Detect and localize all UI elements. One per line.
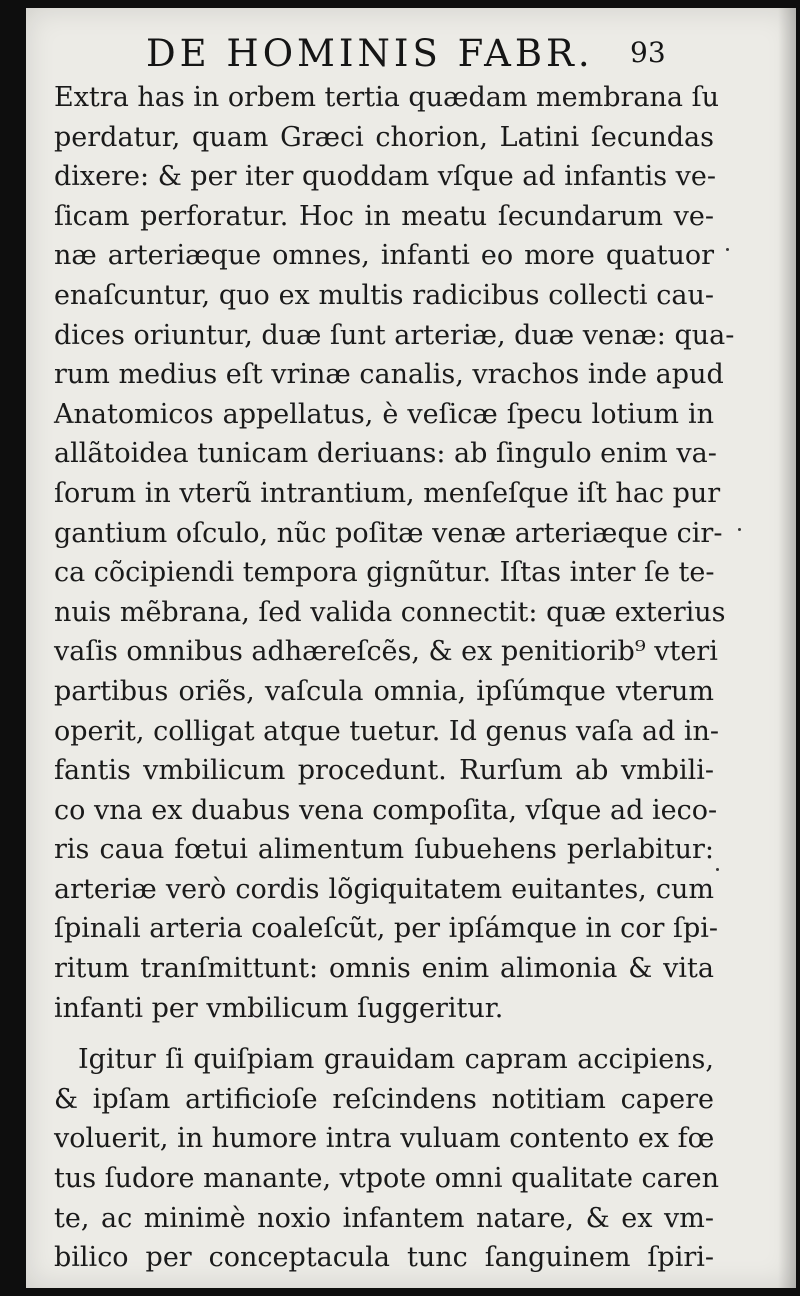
text-line: allãtoidea tunicam deriuans: ab ſingulo enim va- [54,438,717,470]
text-line: perdatur, quam Græci chorion, Latini ſecundas [54,121,714,153]
running-head: DE HOMINIS FABR. [146,32,594,75]
text-line: bilico per conceptacula tunc ſanguinem ſpiri- [54,1242,714,1274]
page-edge-shadow [778,8,796,1288]
text-line: fantis vmbilicum procedunt. Rurſum ab vmbili- [54,755,714,787]
text-line: gantium oſculo, nũc poſitæ venæ arteriæque cir- [54,517,723,549]
text-line: nuis mẽbrana, ſed valida connectit: quæ exterius [54,596,726,628]
text-line: ſorum in vterũ intrantium, menſeſque iſt hac pur [54,477,721,509]
text-line: rum medius eſt vrinæ canalis, vrachos inde apud [54,359,724,391]
text-line: operit, colligat atque tuetur. Id genus vaſa ad in- [54,715,720,747]
text-line: Anatomicos appellatus, è veſicæ ſpecu lotium in [54,398,714,430]
text-line: Igitur ſi quiſpiam grauidam capram accipiens, [78,1044,714,1076]
body-text [54,78,735,1278]
text-line: & ipſam artificioſe reſcindens notitiam capere [54,1083,714,1115]
text-line: vaſis omnibus adhæreſcẽs, & ex penitiorib⁹ vteri [54,636,718,668]
paragraph-1 [54,78,735,1028]
text-line: infanti per vmbilicum ſuggeritur. [54,992,504,1024]
page-header [26,32,796,82]
text-line: arteriæ verò cordis lõgiquitatem euitantes, cum [54,873,714,905]
paper-speck [716,868,719,871]
paragraph-gap [54,1028,714,1040]
text-line: ritum tranſmittunt: omnis enim alimonia & vita [54,953,714,985]
paragraph-2 [54,1040,720,1278]
text-line: partibus oriẽs, vaſcula omnia, ipſúmque vterum [54,675,714,707]
page-number: 93 [630,36,666,69]
text-line: ſpinali arteria coaleſcũt, per ipſámque in cor ſpi- [54,913,719,945]
text-line: tus ſudore manante, vtpote omni qualitate caren [54,1163,720,1195]
paper-speck [738,528,741,531]
text-line: Extra has in orbem tertia quædam membrana ſu [54,82,719,113]
text-line: co vna ex duabus vena compoſita, vſque ad ieco- [54,794,718,826]
text-line: dices oriuntur, duæ ſunt arteriæ, duæ venæ: qua- [54,319,735,351]
text-line: næ arteriæque omnes, infanti eo more quatuor [54,240,714,272]
text-line: ris caua fœtui alimentum ſubuehens perlabitur: [54,834,714,866]
book-page [26,8,796,1288]
text-line: ca cõcipiendi tempora gignũtur. Iſtas inter ſe te- [54,557,715,589]
text-line: dixere: & per iter quoddam vſque ad infantis ve- [54,161,717,193]
text-line: te, ac minimè noxio infantem natare, & ex vm- [54,1202,714,1234]
text-line: enaſcuntur, quo ex multis radicibus collecti cau- [54,279,714,311]
paper-speck [726,248,729,251]
text-line: voluerit, in humore intra vuluam contento ex fœ [54,1123,715,1155]
text-line: ſicam perforatur. Hoc in meatu ſecundarum ve- [54,200,714,232]
